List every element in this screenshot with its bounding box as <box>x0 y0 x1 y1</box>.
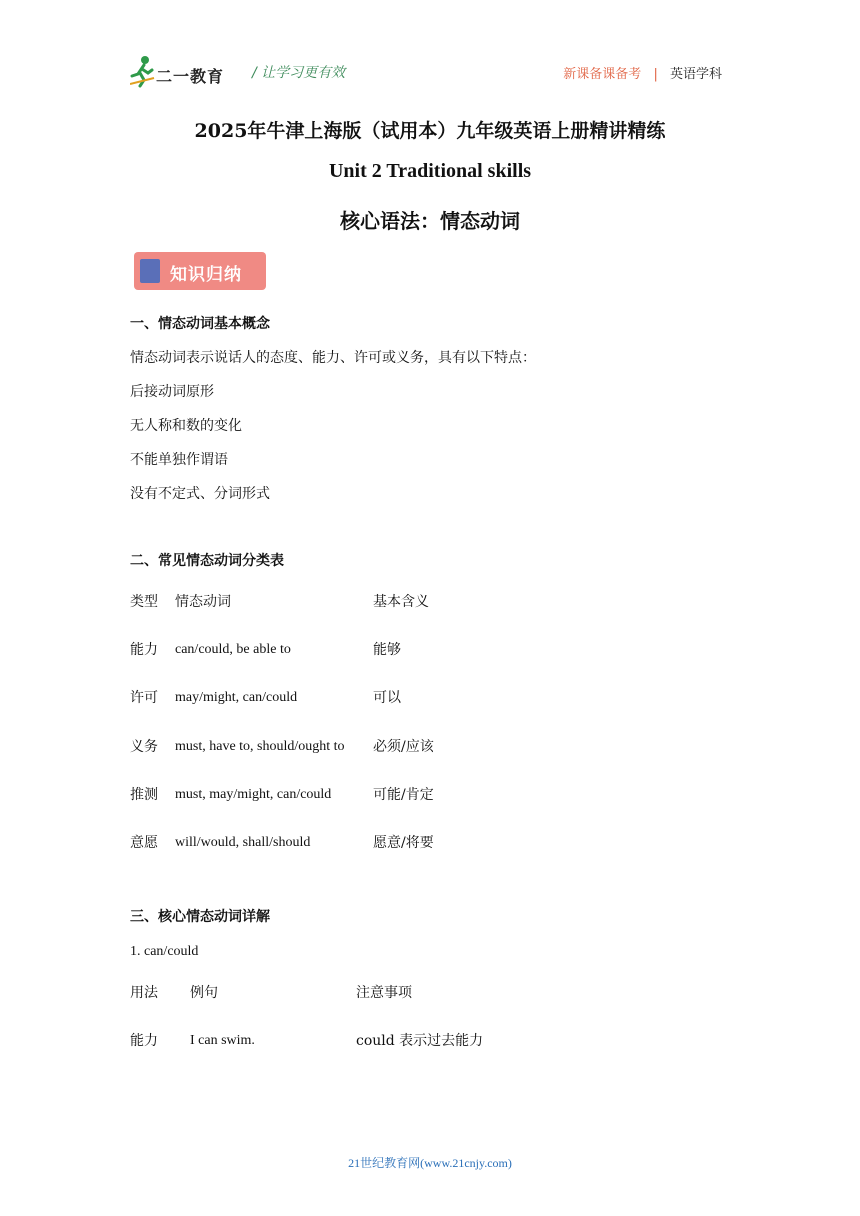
feature-item: 不能单独作谓语 <box>130 452 228 468</box>
unit-title: Unit 2 Traditional skills <box>328 160 532 182</box>
table-cell: may/might, can/could <box>175 690 298 705</box>
column-header: 例句 <box>190 985 218 1001</box>
table-cell: 可以 <box>373 690 401 706</box>
table-cell: 能力 <box>130 1033 158 1049</box>
topic-title: 核心语法：情态动词 <box>340 209 520 233</box>
table-cell: could 表示过去能力 <box>356 1033 484 1049</box>
table-cell: 许可 <box>130 690 158 706</box>
section2-heading: 二、常见情态动词分类表 <box>130 553 284 569</box>
document-title: 2025年牛津上海版（试用本）九年级英语上册精讲精练 <box>194 120 666 142</box>
page-footer: 21世纪教育网(www.21cnjy.com) <box>348 1156 512 1170</box>
table-cell: 可能/肯定 <box>373 787 434 803</box>
logo <box>130 54 242 88</box>
table-cell: can/could, be able to <box>175 642 291 657</box>
table-cell: I can swim. <box>190 1033 255 1048</box>
header-right <box>563 63 722 82</box>
feature-item: 没有不定式、分词形式 <box>130 486 270 502</box>
table-cell: 意愿 <box>130 835 158 851</box>
badge-label: 知识归纳 <box>170 265 242 285</box>
subsection-title: 1. can/could <box>130 944 199 959</box>
section1-heading: 一、情态动词基本概念 <box>130 316 270 332</box>
feature-item: 无人称和数的变化 <box>130 418 242 434</box>
table-cell: will/would, shall/should <box>175 835 311 850</box>
column-header: 基本含义 <box>373 594 429 610</box>
subject-label: 英语学科 <box>669 67 722 82</box>
column-header: 情态动词 <box>175 594 231 610</box>
table-cell: 必须/应该 <box>373 739 434 755</box>
table-cell: 能力 <box>130 642 158 658</box>
slogan: / 让学习更有效 <box>252 65 346 81</box>
book-icon <box>140 259 160 283</box>
table-cell: 愿意/将要 <box>373 835 434 851</box>
table-cell: 推测 <box>130 787 158 803</box>
column-header: 注意事项 <box>356 985 412 1001</box>
table-cell: 能够 <box>373 642 401 658</box>
knowledge-summary-badge <box>134 252 266 290</box>
logo-text: 二一教育 <box>156 67 225 86</box>
table-cell: 义务 <box>130 739 158 755</box>
column-header: 类型 <box>130 594 158 610</box>
tagline: 新课备课备考 <box>563 67 642 82</box>
section3-heading: 三、核心情态动词详解 <box>130 909 270 925</box>
column-header: 用法 <box>130 985 158 1001</box>
runner-logo-icon <box>130 54 156 88</box>
page-header <box>130 54 722 90</box>
table-cell: must, may/might, can/could <box>175 787 332 802</box>
feature-item: 后接动词原形 <box>130 384 214 400</box>
section1-intro: 情态动词表示说话人的态度、能力、许可或义务，具有以下特点： <box>130 350 536 366</box>
header-separator: | <box>653 67 658 82</box>
table-cell: must, have to, should/ought to <box>175 739 345 754</box>
